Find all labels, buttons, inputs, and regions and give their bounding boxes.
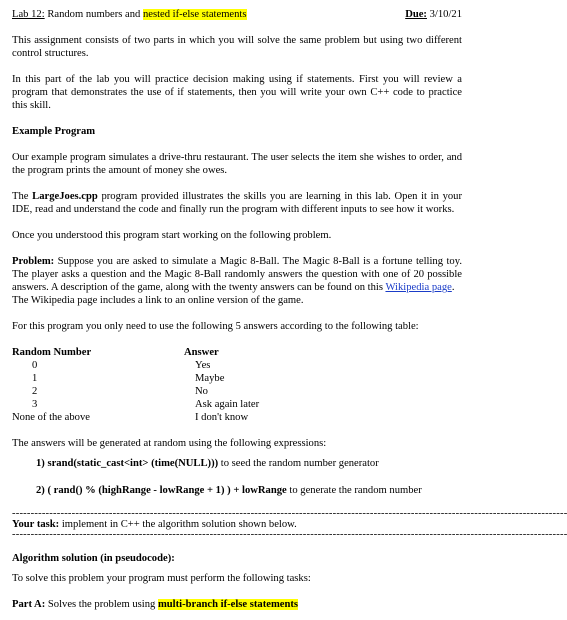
separator-bottom: ----------------------------------------------------------------------------------------------------------------------------------------------------- <box>12 529 567 540</box>
table-cell-answer: Ask again later <box>195 399 260 410</box>
algorithm-heading: Algorithm solution (in pseudocode): <box>12 553 175 564</box>
col-header-answer: Answer <box>184 347 219 358</box>
task-text: implement in C++ the algorithm solution shown below. <box>61 519 297 530</box>
table-row <box>12 372 259 385</box>
lab-title <box>12 8 247 21</box>
expression-2 <box>12 484 462 497</box>
expression-2-code: ( rand() % (highRange - lowRange + 1) ) + lowRange <box>47 485 287 496</box>
table-cell-number: 2 <box>32 386 38 397</box>
task-label: Your task: <box>12 519 60 530</box>
lab-number: Lab 12: <box>12 9 45 20</box>
algorithm-paragraph: To solve this problem your program must perform the following tasks: <box>12 573 311 584</box>
start-paragraph: Once you understood this program start working on the following problem. <box>12 230 332 241</box>
expression-1-text: to seed the random number generator <box>220 458 379 469</box>
separator-top: ----------------------------------------------------------------------------------------------------------------------------------------------------- <box>12 508 567 519</box>
expressions-intro: The answers will be generated at random using the following expressions: <box>12 438 327 449</box>
part-a-highlight: multi-branch if-else statements <box>157 599 299 610</box>
part-a-line <box>12 598 462 611</box>
table-cell-answer: I don't know <box>195 412 249 423</box>
lab-title-text: Random numbers and <box>47 9 141 20</box>
table-header-row <box>12 346 259 359</box>
problem-period: . <box>451 282 455 293</box>
lab-header <box>12 8 462 21</box>
intro-paragraph-1: This assignment consists of two parts in which you will solve the same problem but using two different control structures. <box>12 35 462 59</box>
part-a-label: Part A: <box>12 599 46 610</box>
table-cell-answer: Maybe <box>195 373 225 384</box>
intro-paragraph-2: In this part of the lab you will practice decision making using if statements. First you will review a program that demonstrates the use of if statements, then you will write your own C++ code to practice this skill. <box>12 74 462 111</box>
largejoes-post: program provided illustrates the skills you are learning in this lab. Open it in your IDE, read and understand the code and finally run the program with different inputs to see how it works. <box>12 191 462 215</box>
problem-line2: The Wikipedia page includes a link to an online version of the game. <box>12 295 304 306</box>
wikipedia-link[interactable]: Wikipedia page <box>385 282 452 293</box>
expression-1-code: srand(static_cast<int> (time(NULL))) <box>47 458 219 469</box>
table-cell-answer: No <box>195 386 208 397</box>
due-date <box>405 8 462 21</box>
expression-1 <box>12 457 462 470</box>
lab-title-highlight: nested if-else statements <box>142 9 247 20</box>
table-row <box>12 359 259 372</box>
example-paragraph: Our example program simulates a drive-thru restaurant. The user selects the item she wishes to order, and the program prints the amount of money she owes. <box>12 152 462 176</box>
table-row <box>12 385 259 398</box>
part-a-text: Solves the problem using <box>47 599 156 610</box>
col-header-random-number: Random Number <box>12 347 92 358</box>
table-cell-number: 0 <box>32 360 38 371</box>
largejoes-filename: LargeJoes.cpp <box>32 191 98 202</box>
due-label: Due: <box>405 9 427 20</box>
problem-label: Problem: <box>12 256 55 267</box>
table-cell-answer: Yes <box>195 360 211 371</box>
example-heading: Example Program <box>12 126 96 137</box>
due-date-value: 3/10/21 <box>429 9 462 20</box>
expression-1-number: 1) <box>36 458 45 469</box>
table-cell-number: 3 <box>32 399 38 410</box>
table-cell-number: 1 <box>32 373 38 384</box>
table-cell-number: None of the above <box>12 412 90 423</box>
problem-text: Suppose you are asked to simulate a Magic 8-Ball. The Magic 8-Ball is a fortune telling toy. The player asks a question and the Magic 8-Ball randomly answers the question with one of 20 possible answers. A description of the game, along with the twenty answers can be found on this <box>12 256 462 293</box>
problem-paragraph <box>12 255 462 307</box>
answers-table <box>12 346 259 424</box>
expression-2-number: 2) <box>36 485 45 496</box>
table-row <box>12 411 259 424</box>
largejoes-paragraph <box>12 190 462 216</box>
table-intro: For this program you only need to use the following 5 answers according to the following table: <box>12 321 419 332</box>
largejoes-pre: The <box>12 191 29 202</box>
expression-2-text: to generate the random number <box>289 485 422 496</box>
table-row <box>12 398 259 411</box>
